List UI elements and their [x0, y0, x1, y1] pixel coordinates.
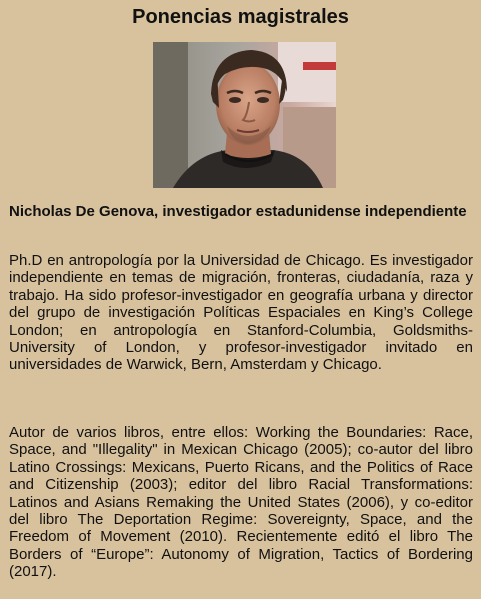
- portrait-image: [153, 42, 336, 188]
- section-title: Ponencias magistrales: [132, 6, 349, 28]
- speaker-books-paragraph: Autor de varios libros, entre ellos: Working the Boundaries: Race, Space, and "Illegality" in Mexican Chicago (2005); co-autor del libro Latino Crossings: Mexicans, Puerto Ricans, and the Politics of Race and Citizenship (2003); editor del libro Racial Transformations: Latinos and Asians Remaking the United States (2006), y co-editor del libro The Deportation Regime: Sovereignty, Space, and the Freedom of Movement (2010). Recientemente editó el libro The Borders of “Europe”: Autonomy of Migration, Tactics of Bordering (2017).: [9, 424, 473, 581]
- speaker-name: Nicholas De Genova, investigador estadunidense independiente: [9, 203, 467, 220]
- speaker-bio-paragraph: Ph.D en antropología por la Universidad de Chicago. Es investigador independiente en temas de migración, fronteras, ciudadanía, raza y trabajo. Ha sido profesor-investigador en geografía urbana y director del grupo de investigación Políticas Espaciales en King’s College London; en antropología en Stanford-Columbia, Goldsmiths-University of London, y profesor-investigador invitado en universidades de Warwick, Bern, Amsterdam y Chicago.: [9, 252, 473, 374]
- speaker-photo: [153, 42, 336, 188]
